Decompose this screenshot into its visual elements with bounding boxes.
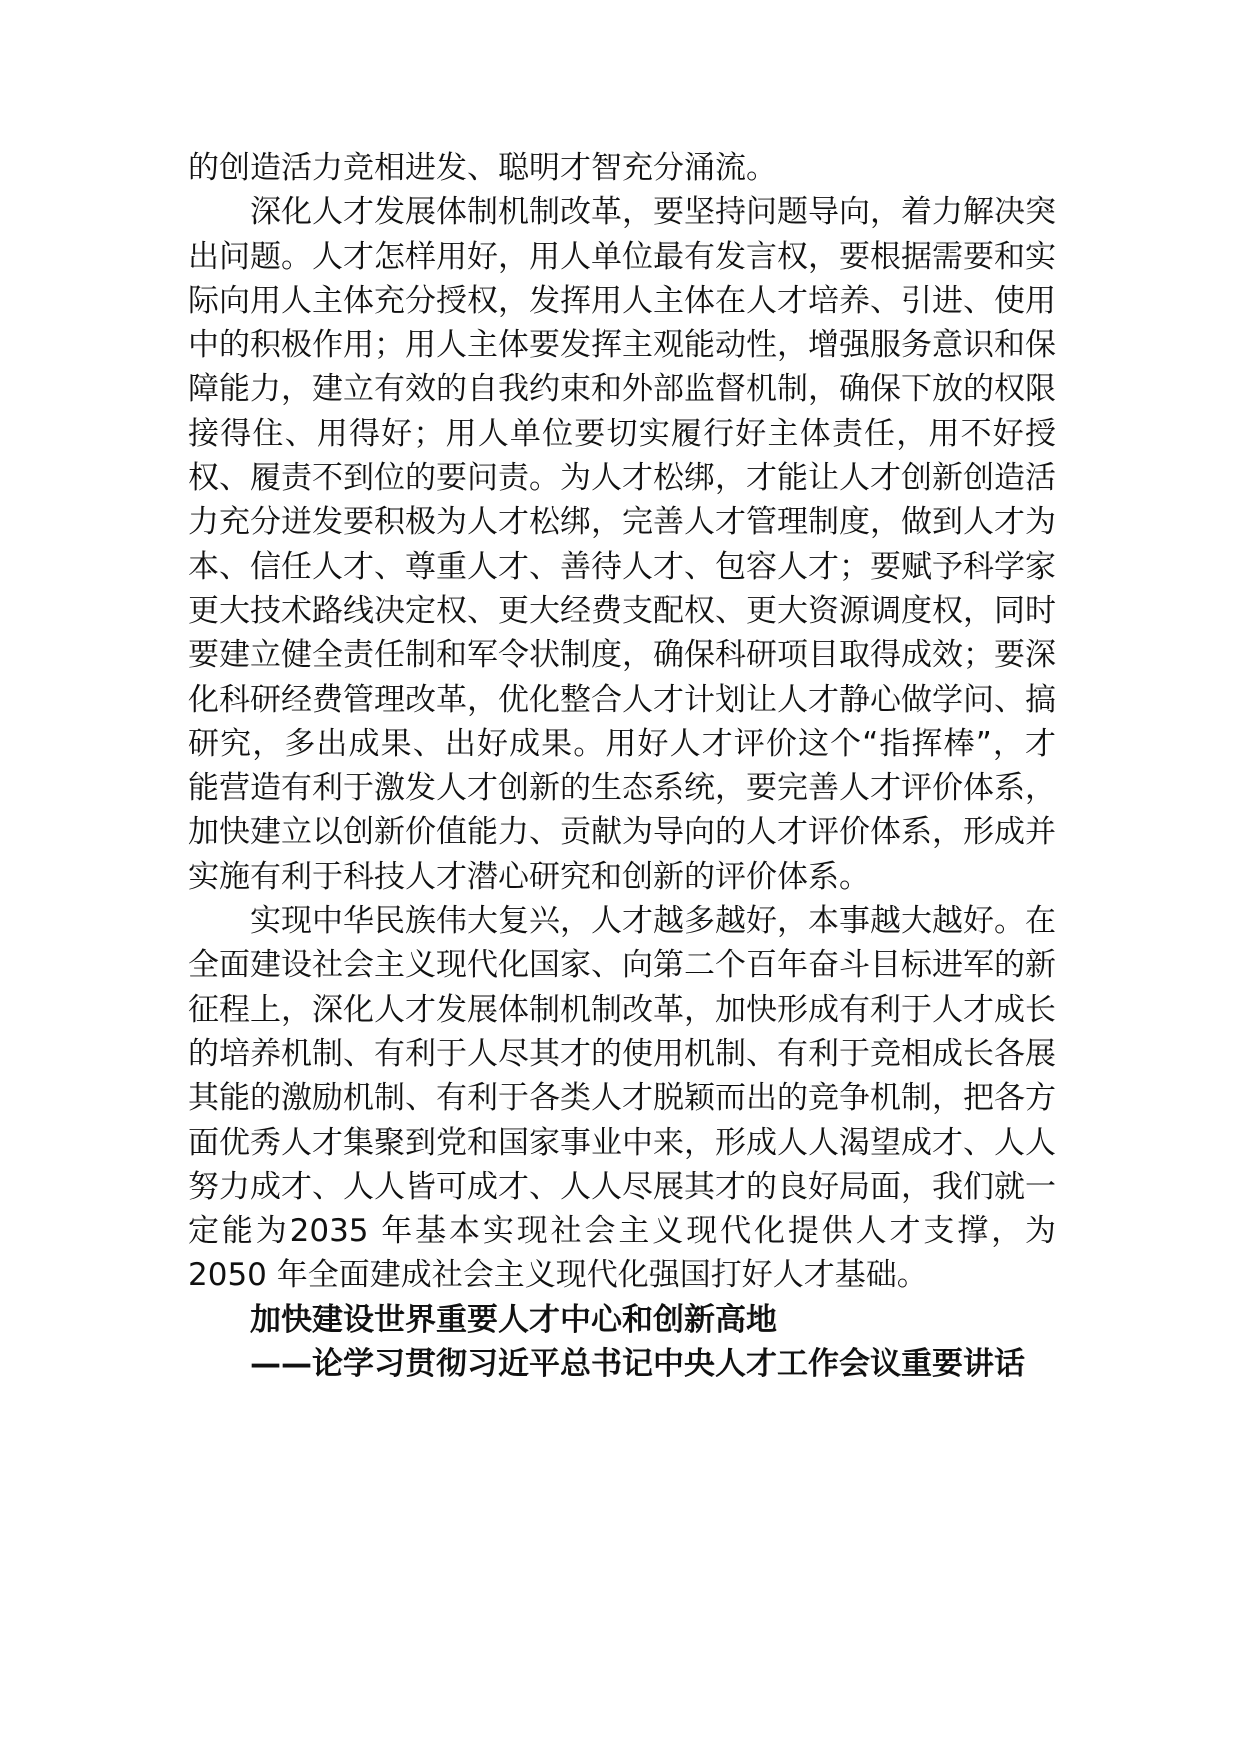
paragraph-national-rejuvenation: 实现中华民族伟大复兴，人才越多越好，本事越大越好。在全面建设社会主义现代化国家、向第二个百年奋斗目标进军的新征程上，深化人才发展体制机制改革，加快形成有利于人才成长的培养机制、有利于人尽其才的使用机制、有利于竞相成长各展其能的激励机制、有利于各类人才脱颖而出的竞争机制，把各方面优秀人才集聚到党和国家事业中来，形成人人渴望成才、人人努力成才、人人皆可成才、人人尽展其才的良好局面，我们就一定能为2035 年基本实现社会主义现代化提供人才支撑，为 2050 年全面建成社会主义现代化强国打好人才基础。 [188,903,1056,1294]
article-title: 加快建设世界重要人才中心和创新高地 [250,1301,777,1338]
paragraph-continuation: 的创造活力竞相进发、聪明才智充分涌流。 [188,150,777,186]
document-page [188,146,1056,1386]
article-subtitle: ——论学习贯彻习近平总书记中央人才工作会议重要讲话 [250,1346,1025,1383]
paragraph-talent-reform: 深化人才发展体制机制改革，要坚持问题导向，着力解决突出问题。人才怎样用好，用人单位最有发言权，要根据需要和实际向用人主体充分授权，发挥用人主体在人才培养、引进、使用中的积极作用；用人主体要发挥主观能动性，增强服务意识和保障能力，建立有效的自我约束和外部监督机制，确保下放的权限接得住、用得好；用人单位要切实履行好主体责任，用不好授权、履责不到位的要问责。为人才松绑，才能让人才创新创造活力充分迸发要积极为人才松绑，完善人才管理制度，做到人才为本、信任人才、尊重人才、善待人才、包容人才；要赋予科学家更大技术路线决定权、更大经费支配权、更大资源调度权，同时要建立健全责任制和军令状制度，确保科研项目取得成效；要深化科研经费管理改革，优化整合人才计划让人才静心做学问、搞研究，多出成果、出好成果。用好人才评价这个“指挥棒”，才能营造有利于激发人才创新的生态系统，要完善人才评价体系，加快建立以创新价值能力、贡献为导向的人才评价体系，形成并实施有利于科技人才潜心研究和创新的评价体系。 [188,194,1056,895]
